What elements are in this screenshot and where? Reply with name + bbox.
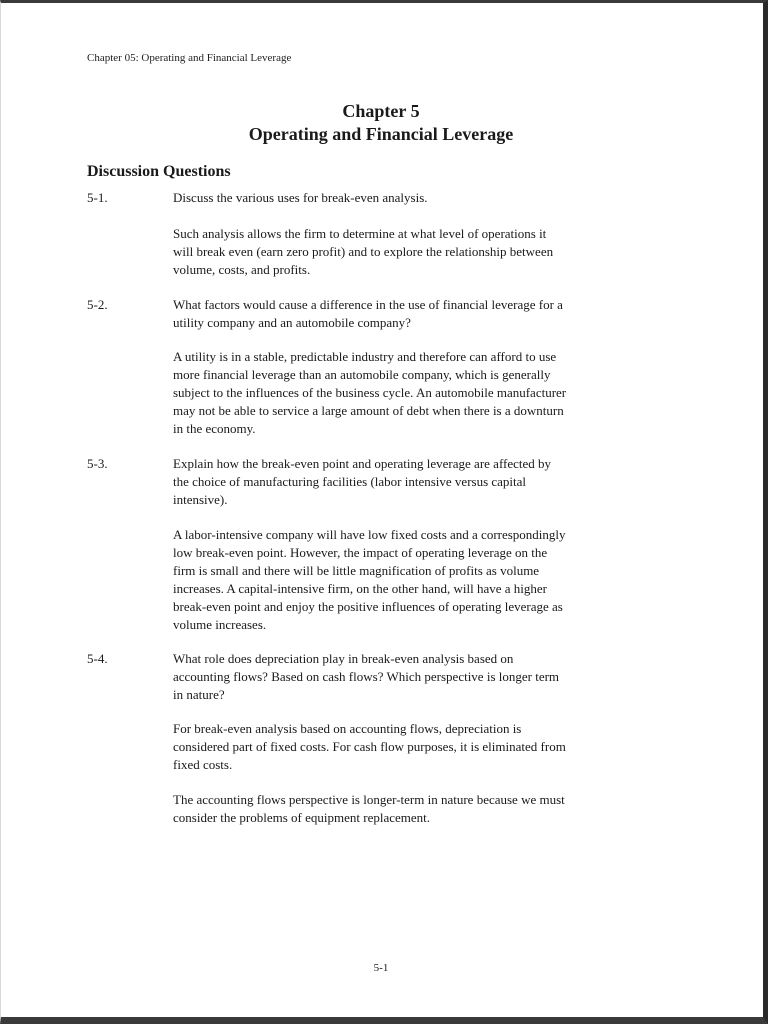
- question-number: 5-2.: [87, 297, 108, 312]
- text-line: For break-even analysis based on accounting flows, depreciation is: [173, 721, 522, 736]
- text-line: The accounting flows perspective is longer-term in nature because we must: [173, 792, 565, 807]
- question-number: 5-1.: [87, 190, 108, 205]
- text-line: consider the problems of equipment replacement.: [173, 810, 431, 825]
- text-line: firm is small and there will be little magnification of profits as volume: [173, 563, 540, 578]
- question-text: [173, 650, 643, 704]
- text-line: will break even (earn zero profit) and to explore the relationship between: [173, 244, 554, 259]
- text-line: A utility is in a stable, predictable industry and therefore can afford to use: [173, 349, 557, 364]
- question-number: 5-4.: [87, 651, 108, 666]
- text-line: increases. A capital-intensive firm, on the other hand, will have a higher: [173, 581, 547, 596]
- chapter-title: Operating and Financial Leverage: [248, 124, 514, 144]
- text-line: break-even point and enjoy the positive influences of operating leverage as: [173, 599, 563, 614]
- text-line: low break-even point. However, the impact of operating leverage on the: [173, 545, 548, 560]
- answer-paragraph: [173, 720, 643, 774]
- page-number: 5-1: [373, 962, 389, 974]
- text-line: fixed costs.: [173, 757, 233, 772]
- text-line: Discuss the various uses for break-even analysis.: [173, 190, 428, 205]
- text-line: utility company and an automobile company?: [173, 315, 411, 330]
- text-line: volume increases.: [173, 617, 267, 632]
- question-text: [173, 455, 643, 509]
- chapter-number-title: Chapter 5: [342, 101, 420, 121]
- text-line: subject to the influences of the business cycle. An automobile manufacturer: [173, 385, 567, 400]
- text-line: What role does depreciation play in break-even analysis based on: [173, 651, 514, 666]
- question-text: [173, 189, 643, 207]
- text-line: intensive).: [173, 492, 228, 507]
- text-line: volume, costs, and profits.: [173, 262, 311, 277]
- section-heading: Discussion Questions: [87, 163, 231, 180]
- text-line: more financial leverage than an automobile company, which is generally: [173, 367, 551, 382]
- text-line: A labor-intensive company will have low fixed costs and a correspondingly: [173, 527, 566, 542]
- text-line: What factors would cause a difference in the use of financial leverage for a: [173, 297, 563, 312]
- text-line: Such analysis allows the firm to determine at what level of operations it: [173, 226, 547, 241]
- answer-paragraph: [173, 348, 643, 438]
- question-number: 5-3.: [87, 456, 108, 471]
- running-head: Chapter 05: Operating and Financial Leverage: [87, 52, 292, 64]
- answer-paragraph: [173, 526, 643, 634]
- text-line: considered part of fixed costs. For cash flow purposes, it is eliminated from: [173, 739, 566, 754]
- text-line: in nature?: [173, 687, 225, 702]
- text-line: the choice of manufacturing facilities (labor intensive versus capital: [173, 474, 527, 489]
- question-text: [173, 296, 643, 332]
- text-line: Explain how the break-even point and operating leverage are affected by: [173, 456, 552, 471]
- text-line: in the economy.: [173, 421, 256, 436]
- answer-paragraph: [173, 791, 643, 827]
- text-line: accounting flows? Based on cash flows? Which perspective is longer term: [173, 669, 560, 684]
- answer-paragraph: [173, 225, 643, 279]
- text-line: may not be able to service a large amount of debt when there is a downturn: [173, 403, 564, 418]
